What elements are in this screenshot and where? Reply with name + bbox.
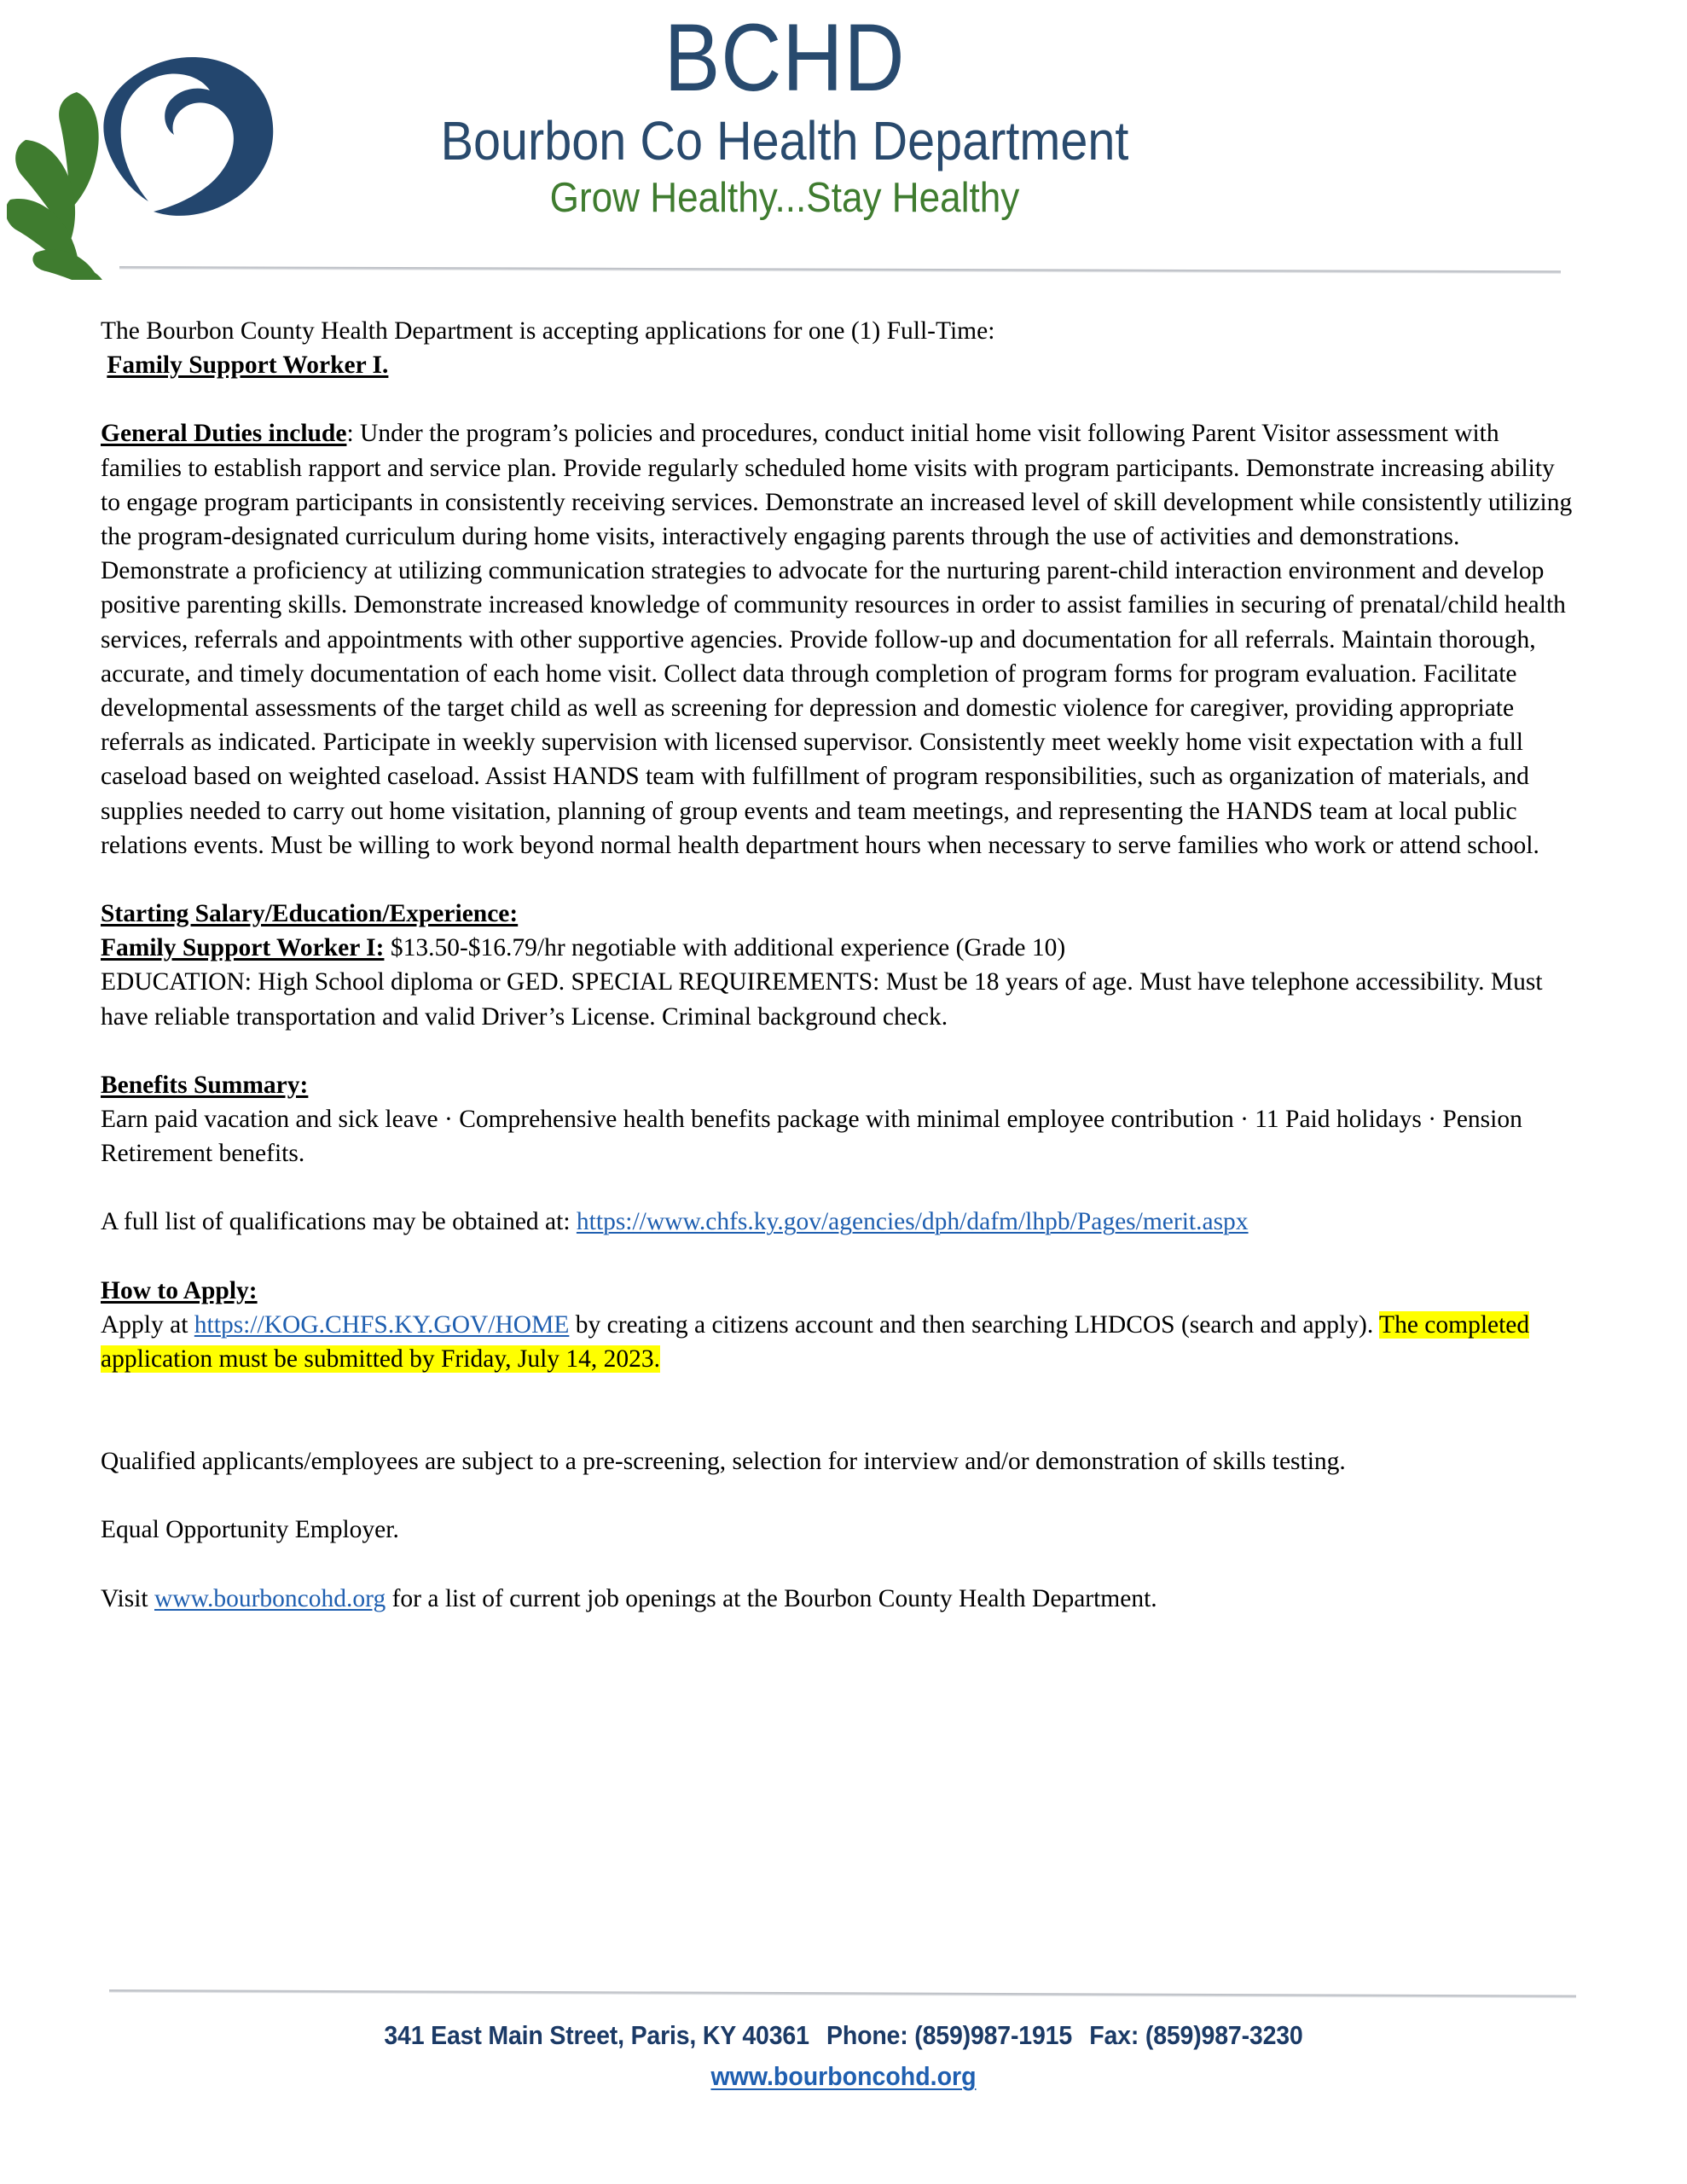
how-to-apply-heading-line: [101, 1274, 1574, 1308]
header-divider: [119, 266, 1561, 274]
letterhead-text: [281, 4, 1288, 222]
benefits-heading: Benefits Summary:: [101, 1071, 309, 1099]
footer-divider: [109, 1989, 1576, 1999]
spacer: [101, 1478, 1574, 1513]
footer-phone: Phone: (859)987-1915: [826, 2020, 1073, 2050]
salary-line: [101, 931, 1574, 965]
spacer: [101, 863, 1574, 897]
deadline-highlight: The completed application must be submitted by Friday, July 14, 2023.: [101, 1310, 1530, 1374]
salary-value: $13.50-$16.79/hr negotiable with additional experience (Grade 10): [384, 934, 1066, 962]
footer-website-link[interactable]: www.bourboncohd.org: [710, 2061, 977, 2091]
footer-address: 341 East Main Street, Paris, KY 40361: [384, 2020, 809, 2050]
spacer: [101, 1548, 1574, 1582]
footer-contact-line: [67, 2020, 1620, 2051]
intro-paragraph: The Bourbon County Health Department is accepting applications for one (1) Full-Time:: [101, 317, 995, 345]
spacer: [101, 1376, 1574, 1444]
bchd-logo-icon: [7, 32, 297, 280]
footer-website-line: [67, 2061, 1620, 2092]
how-to-apply-heading: How to Apply:: [101, 1276, 258, 1304]
apply-prefix: Apply at: [101, 1310, 194, 1339]
position-title-line: [101, 348, 1574, 382]
logo-acronym: BCHD: [664, 4, 906, 111]
document-body: [101, 314, 1574, 1616]
visit-line: [101, 1582, 1574, 1616]
spacer: [101, 382, 1574, 416]
logo-org-name: Bourbon Co Health Department: [440, 110, 1129, 171]
salary-label: Family Support Worker I:: [101, 934, 385, 962]
apply-instructions: [101, 1308, 1574, 1376]
education-requirements: EDUCATION: High School diploma or GED. SPECIAL REQUIREMENTS: Must be 18 years of age. Must have telephone accessibility. Must have reliable transportation and valid Driver’s License. Criminal background check.: [101, 968, 1543, 1031]
qualifications-link[interactable]: https://www.chfs.ky.gov/agencies/dph/dafm/lhpb/Pages/merit.aspx: [576, 1208, 1249, 1236]
salary-heading: Starting Salary/Education/Experience:: [101, 900, 519, 928]
general-duties-paragraph: [101, 416, 1574, 863]
visit-link[interactable]: www.bourboncohd.org: [154, 1584, 386, 1612]
visit-prefix: Visit: [101, 1584, 154, 1612]
spacer: [101, 1240, 1574, 1274]
footer-fax: Fax: (859)987-3230: [1089, 2020, 1303, 2050]
prescreening-paragraph: Qualified applicants/employees are subject to a pre-screening, selection for interview and/or demonstration of skills testing.: [101, 1448, 1346, 1476]
qualifications-line: [101, 1205, 1574, 1239]
spacer: [101, 1170, 1574, 1205]
equal-opportunity-employer: Equal Opportunity Employer.: [101, 1516, 399, 1544]
general-duties-text: : Under the program’s policies and procedures, conduct initial home visit following Parent Visitor assessment with families to establish rapport and service plan. Provide regularly scheduled home visits with program participants. Demonstrate increasing ability to engage program participants in consistently receiving services. Demonstrate an increased level of skill development while consistently utilizing the program-designated curriculum during home visits, interactively engaging parents through the use of activities and demonstrations. Demonstrate a proficiency at utilizing communication strategies to advocate for the nurturing parent-child interaction environment and develop positive parenting skills. Demonstrate increased knowledge of community resources in order to assist families in securing of prenatal/child health services, referrals and appointments with other supportive agencies. Provide follow-up and documentation for all referrals. Maintain thorough, accurate, and timely documentation of each home visit. Collect data through completion of program forms for program evaluation. Facilitate developmental assessments of the target child as well as screening for depression and domestic violence for caregiver, providing appropriate referrals as indicated. Participate in weekly supervision with licensed supervisor. Consistently meet weekly home visit expectation with a full caseload based on weighted caseload. Assist HANDS team with fulfillment of program responsibilities, such as organization of materials, and supplies needed to carry out home visitation, planning of group events and team meetings, and representing the HANDS team at local public relations events. Must be willing to work beyond normal health department hours when necessary to serve families who work or attend school.: [101, 420, 1573, 859]
benefits-text: Earn paid vacation and sick leave · Comprehensive health benefits package with minimal employee contribution · 11 Paid holidays · Pension Retirement benefits.: [101, 1106, 1522, 1168]
letterhead: [0, 0, 1687, 282]
general-duties-heading: General Duties include: [101, 420, 347, 448]
apply-suffix: by creating a citizens account and then searching LHDCOS (search and apply).: [569, 1310, 1380, 1339]
position-title: Family Support Worker I.: [107, 351, 389, 380]
visit-suffix: for a list of current job openings at the Bourbon County Health Department.: [386, 1584, 1157, 1612]
apply-link[interactable]: https://KOG.CHFS.KY.GOV/HOME: [194, 1310, 570, 1339]
logo-tagline: Grow Healthy...Stay Healthy: [549, 175, 1020, 222]
qualifications-prefix: A full list of qualifications may be obtained at:: [101, 1208, 577, 1236]
spacer: [101, 1034, 1574, 1068]
salary-heading-line: [101, 897, 1574, 931]
benefits-heading-line: [101, 1068, 1574, 1102]
footer: [0, 2020, 1687, 2092]
